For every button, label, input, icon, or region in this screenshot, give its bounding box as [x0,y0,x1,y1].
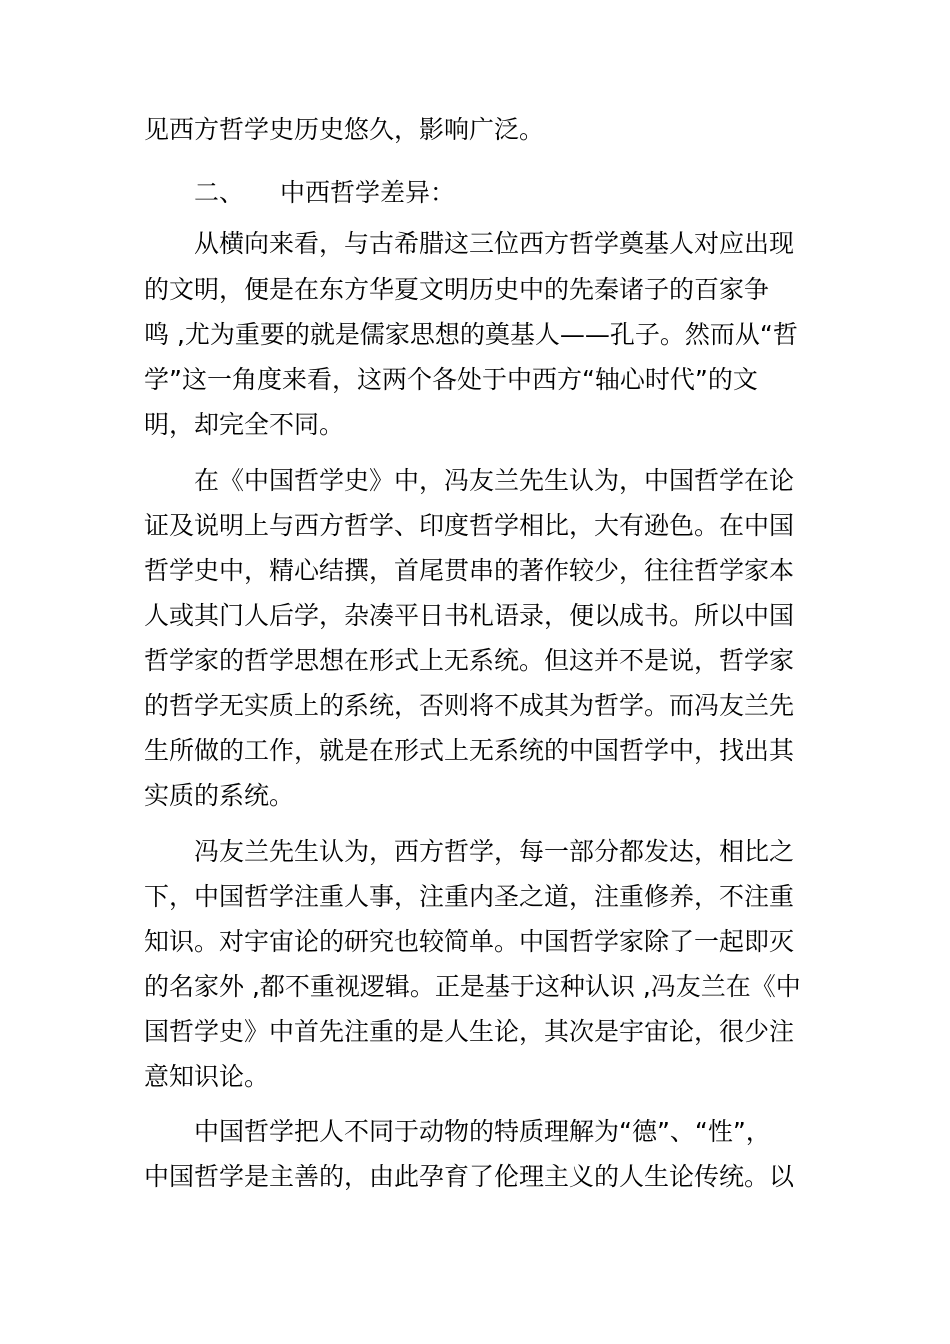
section-number: 二、 [194,178,245,207]
section-title: 中西哲学差异： [280,178,456,207]
text-line: 下，中国哲学注重人事，注重内圣之道，注重修养，不注重 [144,882,795,911]
text-line: 生所做的工作，就是在形式上无系统的中国哲学中，找出其 [144,736,795,765]
text-line: 的文明，便是在东方华夏文明历史中的先秦诸子的百家争 [144,275,770,304]
text-line: 中国哲学是主善的，由此孕育了伦理主义的人生论传统。以 [144,1162,795,1191]
text-line: 鸣 ,尤为重要的就是儒家思想的奠基人——孔子。然而从“哲 [144,320,798,349]
text-line: 的哲学无实质上的系统，否则将不成其为哲学。而冯友兰先 [144,691,795,720]
text-line: 意知识论。 [144,1062,270,1091]
text-line: 知识。对宇宙论的研究也较简单。中国哲学家除了一起即灭 [144,927,795,956]
text-line: 哲学家的哲学思想在形式上无系统。但这并不是说，哲学家 [144,646,795,675]
text-line: 人或其门人后学，杂凑平日书札语录，便以成书。所以中国 [144,601,795,630]
text-line: 实质的系统。 [144,781,295,810]
text-line: 冯友兰先生认为，西方哲学，每一部分都发达，相比之 [194,837,795,866]
text-line: 哲学史中，精心结撰，首尾贯串的著作较少，往往哲学家本 [144,556,795,585]
text-line: 明，却完全不同。 [144,410,345,439]
text-line: 的名家外 ,都不重视逻辑。正是基于这种认识 ,冯友兰在《中 [144,972,801,1001]
text-line: 国哲学史》中首先注重的是人生论，其次是宇宙论，很少注 [144,1017,795,1046]
text-line: 从横向来看，与古希腊这三位西方哲学奠基人对应出现 [194,229,795,258]
continuation-line: 见西方哲学史历史悠久，影响广泛。 [144,115,545,144]
text-line: 在《中国哲学史》中，冯友兰先生认为，中国哲学在论 [194,466,795,495]
text-line: 证及说明上与西方哲学、印度哲学相比，大有逊色。在中国 [144,511,795,540]
text-line: 中国哲学把人不同于动物的特质理解为“德”、“性”， [194,1117,771,1146]
text-line: 学”这一角度来看，这两个各处于中西方“轴心时代”的文 [144,365,758,394]
